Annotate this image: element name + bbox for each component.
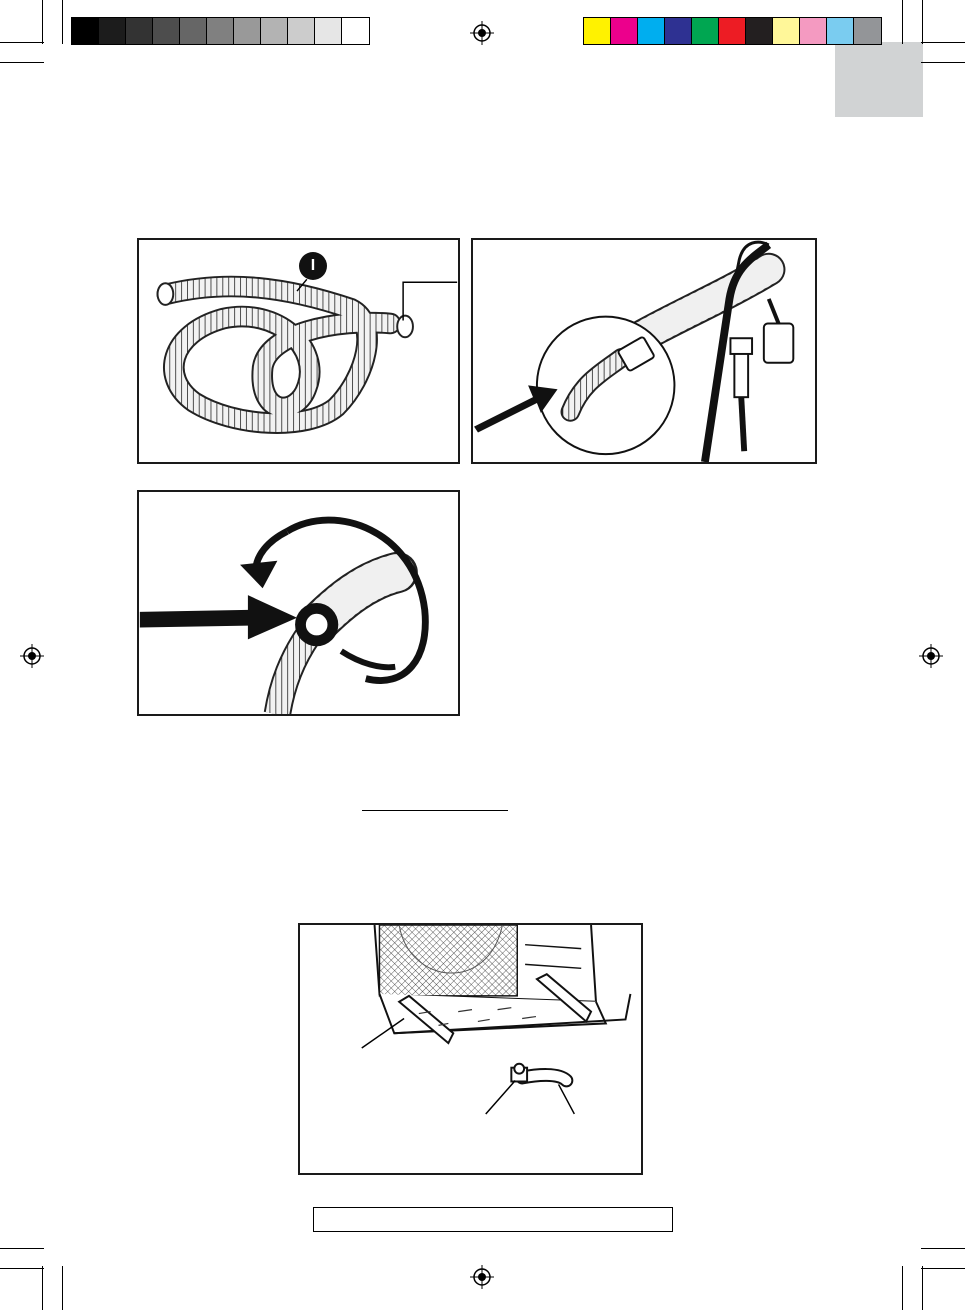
- outdoor-unit-icon: [300, 925, 641, 1173]
- drain-connection-illustration: [473, 240, 815, 462]
- color-swatch: [827, 18, 854, 44]
- color-swatch: [800, 18, 827, 44]
- color-swatch: [153, 18, 180, 44]
- color-swatch: [584, 18, 611, 44]
- registration-mark-icon: [470, 1265, 494, 1289]
- color-swatch: [72, 18, 99, 44]
- color-swatch: [234, 18, 261, 44]
- arrow-icon: [140, 595, 297, 639]
- grayscale-color-bar: [71, 17, 370, 45]
- color-swatch: [99, 18, 126, 44]
- color-swatch: [719, 18, 746, 44]
- color-swatch: [180, 18, 207, 44]
- color-swatch: [773, 18, 800, 44]
- figure-twist-connection: [137, 490, 460, 716]
- color-swatch: [746, 18, 773, 44]
- drain-hose-icon: [139, 240, 458, 462]
- color-swatch: [611, 18, 638, 44]
- footer-frame: [313, 1207, 673, 1232]
- color-swatch: [342, 18, 369, 44]
- color-swatch: [854, 18, 881, 44]
- color-swatch: [261, 18, 288, 44]
- registration-mark-icon: [470, 21, 494, 45]
- twist-connection-illustration: [139, 492, 458, 714]
- color-swatch: [638, 18, 665, 44]
- figure-drain-hose: [137, 238, 460, 464]
- color-swatch: [126, 18, 153, 44]
- hose-callout-badge: I: [299, 252, 327, 280]
- color-swatch: [665, 18, 692, 44]
- color-swatch: [692, 18, 719, 44]
- drain-elbow-icon: [511, 1064, 566, 1082]
- registration-mark-icon: [919, 644, 943, 668]
- figure-outdoor-unit-base: [298, 923, 643, 1175]
- process-color-bar: [583, 17, 882, 45]
- color-swatch: [207, 18, 234, 44]
- heading-underline: [362, 810, 508, 811]
- language-tab: [835, 42, 923, 117]
- color-swatch: [315, 18, 342, 44]
- color-swatch: [288, 18, 315, 44]
- registration-mark-icon: [20, 644, 44, 668]
- figure-hose-connection: [471, 238, 817, 464]
